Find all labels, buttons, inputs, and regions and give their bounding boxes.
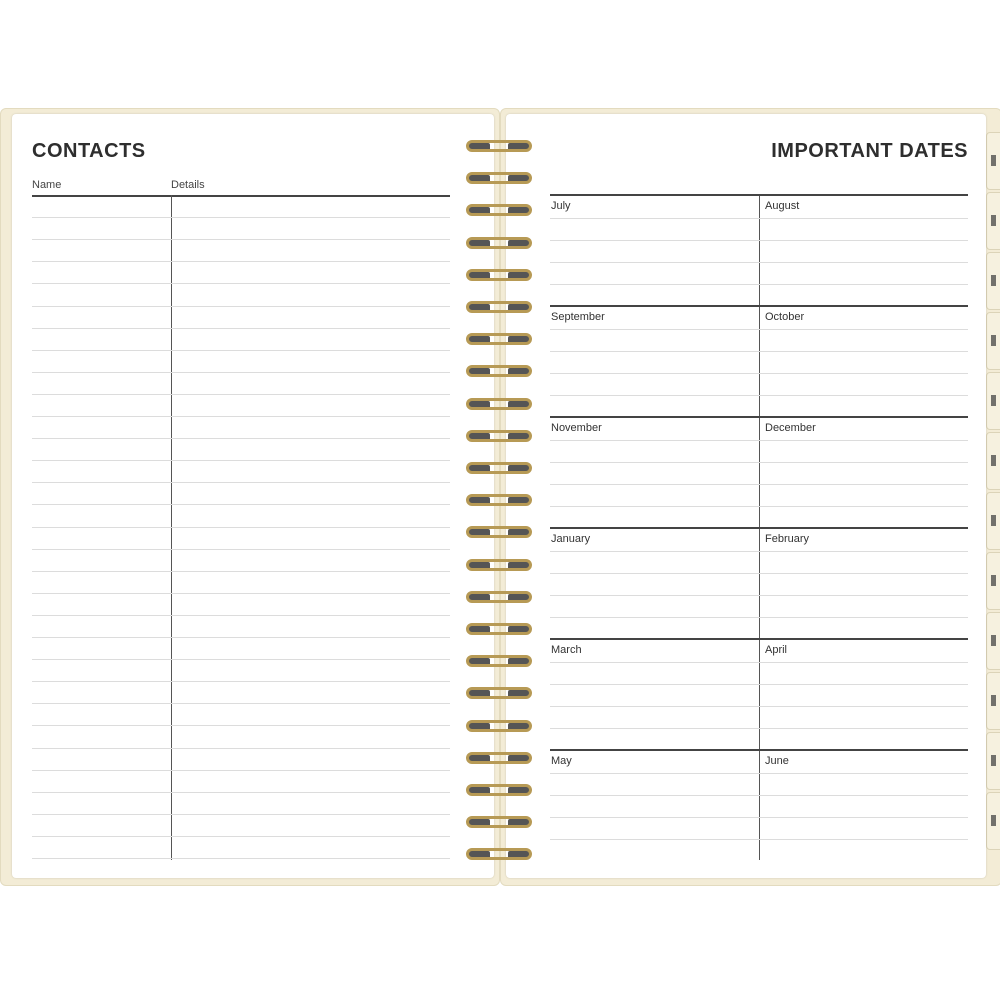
spiral-coil	[466, 782, 532, 800]
spiral-coil	[466, 428, 532, 446]
spiral-coil	[466, 170, 532, 188]
contact-row-rule	[32, 770, 450, 771]
month-pair-block	[550, 749, 968, 860]
spiral-coil	[466, 814, 532, 832]
contact-row-rule	[32, 593, 450, 594]
month-tab[interactable]	[986, 132, 1000, 190]
month-tab[interactable]	[986, 432, 1000, 490]
contact-row-rule	[32, 748, 450, 749]
contact-row-rule	[32, 504, 450, 505]
spiral-coil	[466, 202, 532, 220]
contact-row-rule	[32, 549, 450, 550]
contact-row-rule	[32, 239, 450, 240]
contact-row-rule	[32, 836, 450, 837]
month-writing-line	[550, 573, 968, 574]
month-tab[interactable]	[986, 312, 1000, 370]
month-pair-block	[550, 416, 968, 527]
contact-row-rule	[32, 306, 450, 307]
month-block-divider	[759, 640, 760, 749]
month-label: September	[551, 311, 605, 323]
month-block-divider	[759, 307, 760, 416]
contact-row-rule	[32, 372, 450, 373]
contact-row-rule	[32, 637, 450, 638]
month-pair-block	[550, 527, 968, 638]
month-writing-line	[550, 773, 968, 774]
month-block-divider	[759, 751, 760, 860]
name-column-header: Name	[32, 179, 62, 191]
month-tab[interactable]	[986, 612, 1000, 670]
month-tab[interactable]	[986, 792, 1000, 850]
month-label: April	[765, 644, 788, 656]
month-pair-block	[550, 638, 968, 749]
month-writing-line	[550, 351, 968, 352]
spiral-coil	[466, 235, 532, 253]
spiral-coil	[466, 685, 532, 703]
contact-row-rule	[32, 659, 450, 660]
contact-row-rule	[32, 725, 450, 726]
spiral-coil	[466, 363, 532, 381]
month-writing-line	[550, 595, 968, 596]
month-writing-line	[550, 240, 968, 241]
contact-row-rule	[32, 460, 450, 461]
month-block-divider	[759, 196, 760, 305]
month-writing-line	[550, 551, 968, 552]
contact-row-rule	[32, 438, 450, 439]
contact-row-rule	[32, 328, 450, 329]
month-writing-line	[550, 462, 968, 463]
spiral-coil	[466, 589, 532, 607]
spiral-coil	[466, 267, 532, 285]
contact-row-rule	[32, 814, 450, 815]
important-dates-title: IMPORTANT DATES	[771, 140, 968, 162]
contact-row-rule	[32, 482, 450, 483]
month-label: November	[551, 422, 602, 434]
month-writing-line	[550, 373, 968, 374]
spiral-coil	[466, 299, 532, 317]
month-writing-line	[550, 728, 968, 729]
spiral-coil	[466, 460, 532, 478]
month-label: December	[765, 422, 816, 434]
month-writing-line	[550, 506, 968, 507]
contact-row-rule	[32, 681, 450, 682]
month-writing-line	[550, 839, 968, 840]
month-tab[interactable]	[986, 492, 1000, 550]
contact-row-rule	[32, 858, 450, 859]
month-tab[interactable]	[986, 192, 1000, 250]
month-tab[interactable]	[986, 552, 1000, 610]
spiral-coil	[466, 331, 532, 349]
month-writing-line	[550, 662, 968, 663]
contact-row-rule	[32, 261, 450, 262]
month-writing-line	[550, 795, 968, 796]
contact-row-rule	[32, 416, 450, 417]
contacts-page	[12, 114, 494, 878]
spiral-coil	[466, 846, 532, 864]
contact-row-rule	[32, 571, 450, 572]
month-pair-block	[550, 305, 968, 416]
month-writing-line	[550, 218, 968, 219]
month-writing-line	[550, 617, 968, 618]
month-label: May	[551, 755, 572, 767]
month-tab[interactable]	[986, 372, 1000, 430]
month-label: February	[765, 533, 810, 545]
important-dates-page	[506, 114, 986, 878]
month-label: January	[551, 533, 591, 545]
contact-row-rule	[32, 527, 450, 528]
month-writing-line	[550, 706, 968, 707]
spiral-coil	[466, 718, 532, 736]
contact-row-rule	[32, 703, 450, 704]
spiral-coil	[466, 653, 532, 671]
contact-row-rule	[32, 217, 450, 218]
spiral-coil	[466, 138, 532, 156]
month-block-divider	[759, 529, 760, 638]
spiral-coil	[466, 524, 532, 542]
month-label: March	[551, 644, 582, 656]
contacts-title: CONTACTS	[32, 140, 146, 162]
spiral-coil	[466, 621, 532, 639]
contact-row-rule	[32, 283, 450, 284]
month-writing-line	[550, 817, 968, 818]
spiral-coil	[466, 396, 532, 414]
month-label: August	[765, 200, 800, 212]
contact-row-rule	[32, 350, 450, 351]
month-label: June	[765, 755, 789, 767]
month-writing-line	[550, 484, 968, 485]
details-column-header: Details	[171, 179, 205, 191]
month-tab[interactable]	[986, 252, 1000, 310]
month-tab[interactable]	[986, 732, 1000, 790]
month-label: October	[765, 311, 805, 323]
month-writing-line	[550, 395, 968, 396]
month-writing-line	[550, 440, 968, 441]
month-label: July	[551, 200, 571, 212]
contact-row-rule	[32, 615, 450, 616]
contacts-header-rule	[32, 195, 450, 197]
month-writing-line	[550, 284, 968, 285]
month-tab[interactable]	[986, 672, 1000, 730]
month-pair-block	[550, 194, 968, 305]
month-writing-line	[550, 684, 968, 685]
month-writing-line	[550, 262, 968, 263]
spiral-coil	[466, 557, 532, 575]
month-block-divider	[759, 418, 760, 527]
contact-row-rule	[32, 792, 450, 793]
spiral-coil	[466, 492, 532, 510]
contact-row-rule	[32, 394, 450, 395]
contacts-column-divider	[171, 195, 172, 860]
month-writing-line	[550, 329, 968, 330]
spiral-coil	[466, 750, 532, 768]
